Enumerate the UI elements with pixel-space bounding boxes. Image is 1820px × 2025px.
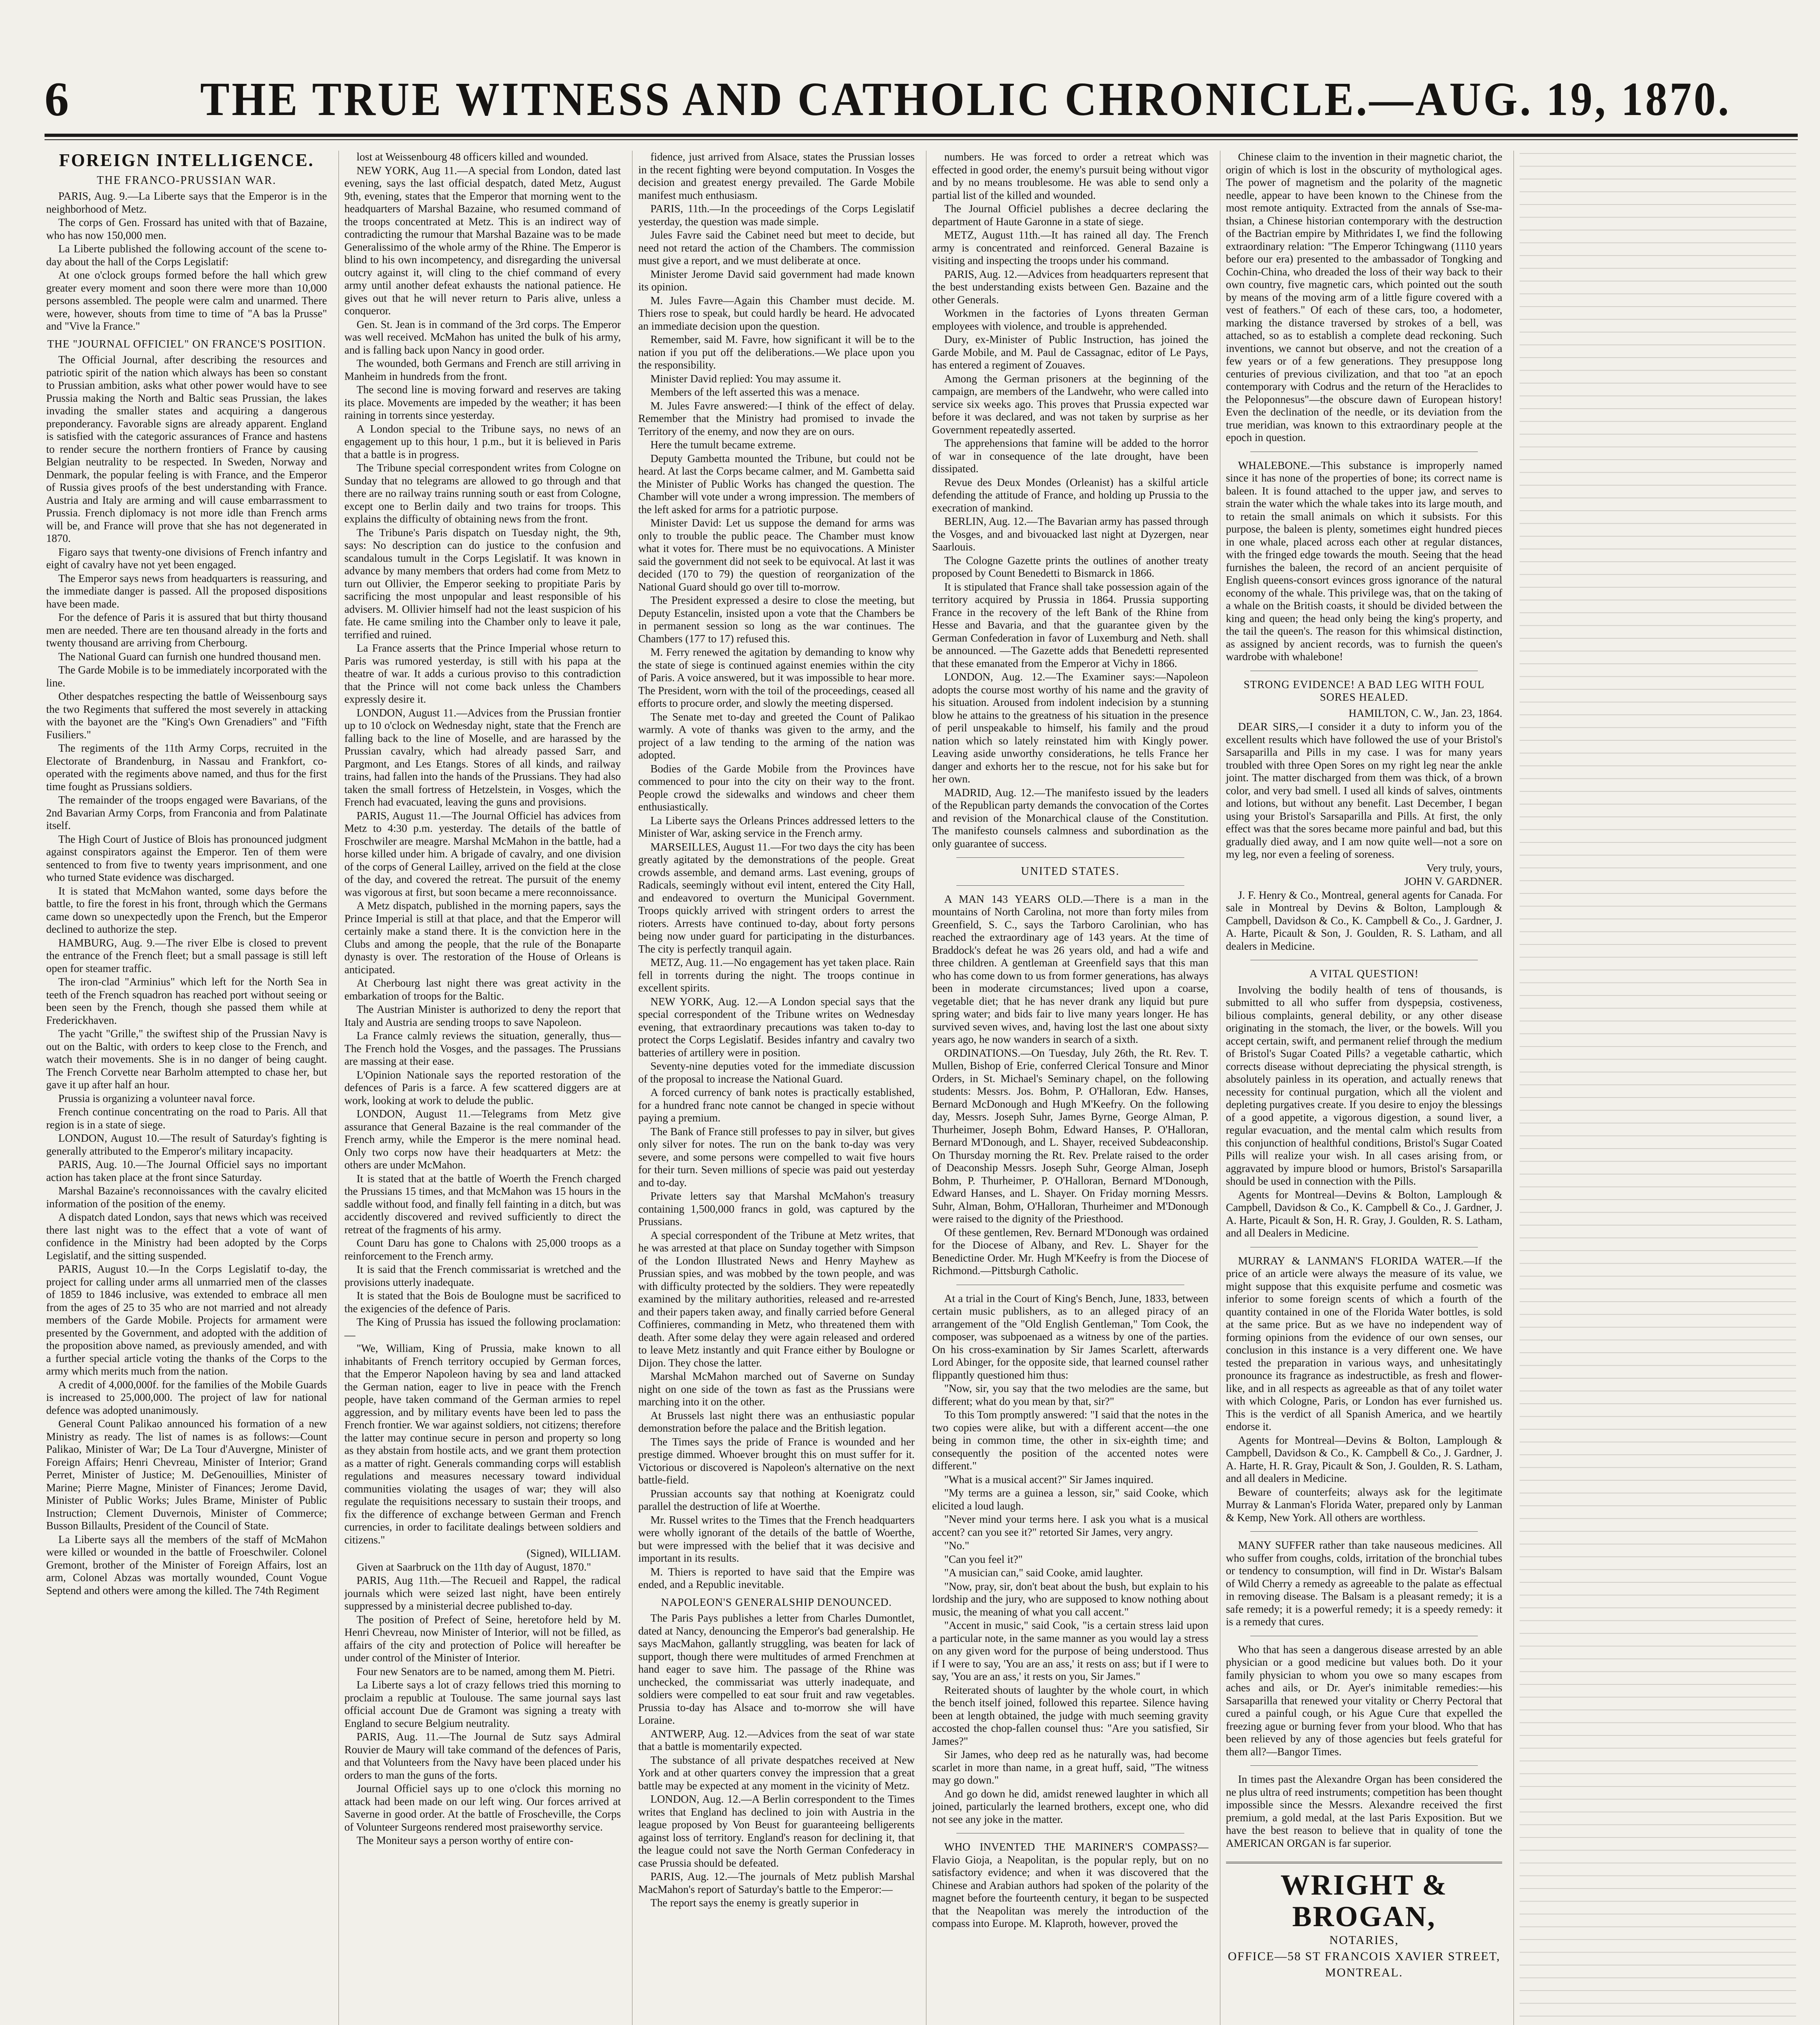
- paragraph: The Emperor says news from headquarters is reassuring, and the immediate danger is passed. All the proposed dispositions have been made.: [46, 572, 327, 610]
- paragraph: Among the German prisoners at the beginning of the campaign, are members of the Landwehr, who were called into service six weeks ago. This proves that Prussia expected war before it was declared, and was not taken by surprise as her Government repeatedly asserted.: [932, 372, 1209, 436]
- paragraph: The position of Prefect of Seine, heretofore held by M. Henri Chevreau, now Minister of Interior, will not be filled, as affairs of the city and protection of Police will hereafter be under control of the Minister of Interior.: [344, 1613, 621, 1664]
- paragraph: The Tribune's Paris dispatch on Tuesday night, the 9th, says: No description can do justice to the confusion and scandalous tumult in the Corps Legislatif. It was known in advance by many members that orders had come from Metz to turn out Ollivier, the Emperor seeking to propitiate Paris by sacrificing the most unpopular and least responsible of his advisers. M. Ollivier himself had not the least suspicion of his fate. He came smiling into the Chamber only to leave it pale, terrified and ruined.: [344, 526, 621, 641]
- paragraph: LONDON, Aug. 12.—A Berlin correspondent to the Times writes that England has declined to join with Austria in the league proposed by Von Beust for guaranteeing belligerents against loss of territory. England's reason for declining it, that the league could not save the North German Confederacy in case Prussia should be defeated.: [638, 1793, 915, 1869]
- paragraph: "My terms are a guinea a lesson, sir," said Cooke, which elicited a loud laugh.: [932, 1487, 1209, 1512]
- paragraph: The King of Prussia has issued the following proclamation:—: [344, 1316, 621, 1341]
- ad-place: HAMILTON, C. W., Jan. 23, 1864.: [1348, 707, 1503, 719]
- paragraph: It is said that the French commissariat is wretched and the provisions utterly inadequate.: [344, 1263, 621, 1288]
- ad-warning: Beware of counterfeits; always ask for the legitimate Murray & Lanman's Florida Water, prepared only by Lanman & Kemp, New York. All others are worthless.: [1226, 1486, 1503, 1524]
- paragraph: The Moniteur says a person worthy of entire con-: [356, 1834, 574, 1846]
- paragraph: L'Opinion Nationale says the reported restoration of the defences of Paris is a farce. A few scattered diggers are at work, looking at work to delude the public.: [344, 1068, 621, 1106]
- paragraph: The apprehensions that famine will be added to the horror of war in consequence of the late drought, have been dissipated.: [932, 437, 1209, 475]
- paragraph: The regiments of the 11th Army Corps, recruited in the Electorate of Brandenburg, in Nassau and Frankfort, co-operated with the regiments above named, and thus for the first time fought as Prussians soldiers.: [46, 742, 327, 793]
- paragraph: The Garde Mobile is to be immediately incorporated with the line.: [46, 664, 327, 689]
- signature: (Signed), WILLIAM.: [526, 1547, 621, 1559]
- paragraph: Marshal Bazaine's reconnoissances with the cavalry elicited information of the position of the enemy.: [46, 1185, 327, 1210]
- paragraph: To this Tom promptly answered: "I said that the notes in the two copies were alike, but with a different accent—the one being in common time, the other in six-eighth time; and consequently the position of the accented notes were different.": [932, 1409, 1209, 1472]
- paragraph: METZ, Aug. 11.—No engagement has yet taken place. Rain fell in torrents during the night. The troops continue in excellent spirits.: [638, 956, 915, 994]
- column-4: [926, 151, 1210, 2025]
- paragraph: NEW YORK, Aug. 12.—A London special says that the special correspondent of the Tribune writes on Wednesday evening, that extraordinary precautions was taken to-day to protect the Corps Legislatif. Besides infantry and cavalry two batteries of artillery were in position.: [638, 995, 915, 1059]
- paragraph: It is stipulated that France shall take possession again of the territory acquired by Prussia in 1864. Prussia supporting France in the recovery of the left Bank of the Rhine from Hesse and Bavaria, and that the guarantee given by the German Confederation in favor of Luxemburg and Neth. shall be announced. —The Gazette adds that Benedetti represented that these emanated from the Emperor at Vichy in 1866.: [932, 580, 1209, 669]
- paragraph: The Paris Pays publishes a letter from Charles Dumontlet, dated at Nancy, denouncing the Emperor's bad generalship. He says MacMahon, gallantly struggling, was beaten for lack of support, though there were multitudes of armed Frenchmen at hand eager to save him. The passage of the Rhine was unchecked, the commissariat was utterly inadequate, and soldiers were compelled to eat sour fruit and raw vegetables. Prussia to-day has Alsace and to-morrow she will have Loraine.: [638, 1612, 915, 1726]
- paragraph: La Liberte says all the members of the staff of McMahon were killed or wounded in the battle of Froeschwiler. Colonel Gremont, brother of the Minister of Foreign Affairs, lost an arm, Colonel Abzas was mortally wounded, Count Vogue Septend and others were among the killed. The 74th Regiment: [46, 1533, 327, 1597]
- paragraph: La France asserts that the Prince Imperial whose return to Paris was rumored yesterday, is still with his papa at the theatre of war. It adds a curious proviso to this contradiction that the Prince will not come back unless the Chambers expressly desire it.: [344, 642, 621, 705]
- paragraph: The Official Journal, after describing the resources and patriotic spirit of the nation which always has been so constant to Prussian ambition, asks what other power would have to see Prussia making the North and Baltic seas Prussian, the lakes invading the smaller states and acquiring a dangerous preponderancy. Favorable signs are already apparent. England is satisfied with the categoric assurances of France and hastens to render secure the northern frontiers of France by causing Belgian neutrality to be respected. In Sweden, Norway and Denmark, the popular feeling is with France, and the Emperor of Russia gives proofs of the best understanding with France. Austria and Italy are arming and will cause embarrassment to Prussia. French diplomacy is not more idle than French arms will be, and France will prove that she has not degenerated in 1870.: [46, 354, 327, 544]
- paragraph: Private letters say that Marshal McMahon's treasury containing 1,500,000 francs in gold, was captured by the Prussians.: [638, 1190, 915, 1228]
- paragraph: WHO INVENTED THE MARINER'S COMPASS?—Flavio Gioja, a Neapolitan, is the popular reply, but on no satisfactory evidence; and when it was discovered that the Chinese and Arabian authors had spoken of the polarity of the magnet before the fourteenth century, it began to be suspected that the Neapolitan was merely the introduction of the compass into Europe. M. Klaproth, however, proved the: [932, 1841, 1209, 1929]
- paragraph: It is stated that McMahon wanted, some days before the battle, to fire the forest in his front, through which the Germans came down so unexpectedly upon the French, but the Emperor declined to authorize the step.: [46, 885, 327, 935]
- masthead: [45, 69, 1798, 130]
- ad-body: In times past the Alexandre Organ has been considered the ne plus ultra of reed instruments; competition has been thought impossible since the Messrs. Alexandre received the first premium, a gold medal, at the last Paris Exposition. But we have the best reason to believe that in quality of tone the AMERICAN ORGAN is far superior.: [1226, 1773, 1503, 1849]
- column-2: [338, 151, 623, 2025]
- ad-line: NOTARIES,: [1329, 1933, 1399, 1947]
- paragraph: ORDINATIONS.—On Tuesday, July 26th, the Rt. Rev. T. Mullen, Bishop of Erie, conferred Clerical Tonsure and Minor Orders, in St. Michael's Seminary chapel, on the following students: Messrs. Jos. Bohm, P. O'Halloran, Edw. Hanses, Bernard McDonough and Hugh M'Keefry. On the following day, Messrs. Joseph Suhr, James Byrne, George Alman, P. Thurheimer, Joseph Bohm, Edward Hanses, P. O'Halloran, Bernard M'Donough, and L. Shayer, received Subdeaconship. On Thursday morning the Rt. Rev. Prelate raised to the order of Deaconship Messrs. Joseph Suhr, George Alman, Joseph Bohm, P. Thurheimer, P. O'Halloran, Bernard M'Donough, Edward Hanses, and L. Shayer. On Friday morning Messrs. Suhr, Alman, Bohm, O'Halloran, Thurheimer and M'Donough were raised to the dignity of the Priesthood.: [932, 1047, 1209, 1225]
- paragraph: METZ, August 11th.—It has rained all day. The French army is concentrated and reinforced. General Bazaine is visiting and inspecting the troops under his command.: [932, 229, 1209, 266]
- paragraph: Mr. Russel writes to the Times that the French headquarters were wholly ignorant of the details of the battle of Woerthe, but were impressed with the belief that it was decisive and important in its results.: [638, 1513, 915, 1564]
- subhead: THE FRANCO-PRUSSIAN WAR.: [97, 174, 277, 187]
- paragraph: General Count Palikao announced his formation of a new Ministry as ready. The list of names is as follows:—Count Palikao, Minister of War; De La Tour d'Auvergne, Minister of Foreign Affairs; Henri Chevreau, Minister of Interior; Grand Perret, Minister of Justice; M. DeGenouillies, Minister of Marine; Pierre Magne, Minister of Finances; Jerome David, Minister of Public Works; Jules Brame, Minister of Public Instruction; Clement Duvernois, Minister of Commerce; Busson Billaults, President of the Council of State.: [46, 1418, 327, 1532]
- header-rule: [45, 134, 1798, 137]
- paragraph: LONDON, August 10.—The result of Saturday's fighting is generally attributed to the Emperor's military incapacity.: [46, 1132, 327, 1157]
- paragraph: A credit of 4,000,000f. for the families of the Mobile Guards is increased to 25,000,000. The project of law for national defence was adopted unanimously.: [46, 1378, 327, 1416]
- paragraph: Journal Officiel says up to one o'clock this morning no attack had been made on our left wing. Our forces arrived at Saverne in good order. At the battle of Froscheville, the Corps of Volunteer Surgeons rendered most praiseworthy service.: [344, 1782, 621, 1833]
- paragraph: Prussian accounts say that nothing at Koenigratz could parallel the destruction of life at Woerthe.: [638, 1487, 915, 1512]
- paragraph: Reiterated shouts of laughter by the whole court, in which the bench itself joined, followed this repartee. Silence having been at length obtained, the judge with much seeming gravity accosted the chop-fallen counsel thus: "Are you satisfied, Sir James?": [932, 1684, 1209, 1747]
- paragraph: The Bank of France still professes to pay in silver, but gives only silver for notes. The run on the bank to-day was very severe, and some persons were compelled to wait five hours for their turn. Seven millions of specie was paid out yesterday and to-day.: [638, 1125, 915, 1189]
- paragraph: The Cologne Gazette prints the outlines of another treaty proposed by Count Benedetti to Bismarck in 1866.: [932, 554, 1209, 579]
- paragraph: Members of the left asserted this was a menace.: [650, 386, 860, 398]
- paragraph: The yacht "Grille," the swiftest ship of the Prussian Navy is out on the Baltic, with orders to keep close to the French, and watch their movements. She is in no danger of being caught. The French Corvette near Barholm attempted to chase her, but gave it up after half an hour.: [46, 1027, 327, 1091]
- paragraph: Seventy-nine deputies voted for the immediate discussion of the proposal to increase the National Guard.: [638, 1060, 915, 1085]
- paragraph: "Can you feel it?": [944, 1553, 1023, 1565]
- paragraph: PARIS, Aug 11th.—The Recueil and Rappel, the radical journals which were seized last night, have been entirely suppressed by a ministerial decree published to-day.: [344, 1574, 621, 1612]
- paragraph: PARIS, Aug. 10.—The Journal Officiel says no important action has taken place at the front since Saturday.: [46, 1158, 327, 1183]
- paragraph: "Now, pray, sir, don't beat about the bush, but explain to his lordship and the jury, who are supposed to know nothing about music, the meaning of what you call accent.": [932, 1580, 1209, 1618]
- paragraph: LONDON, August 11.—Telegrams from Metz give assurance that General Bazaine is the real commander of the French army, while the Emperor is the mere nominal head. Only two corps now have their headquarters at Metz: the others are under McMahon.: [344, 1108, 621, 1171]
- paragraph: WHALEBONE.—This substance is improperly named since it has none of the properties of bone; its correct name is baleen. It is found attached to the upper jaw, and serves to strain the water which the whale takes into its large mouth, and to retain the small animals on which it subsists. For this purpose, the baleen is plenty, sometimes eight hundred pieces in one whale, placed across each other at regular distances, with the fringed edge towards the mouth. Seeing that the head furnishes the baleen, the record of an ancient perquisite of English queens-consort evinces gross ignorance of the natural economy of the whale. This privilege was, that on the taking of a whale on the British coasts, it should be divided between the king and queen; the head only being the king's property, and the tail the queen's. The reason for this whimsical distinction, as assigned by ancient records, was to furnish the queen's wardrobe with whalebone!: [1226, 459, 1503, 663]
- paragraph: A London special to the Tribune says, no news of an engagement up to this hour, 1 p.m., but it is believed in Paris that a battle is in progress.: [344, 422, 621, 460]
- paragraph: Minister David: Let us suppose the demand for arms was only to trouble the public peace. The Chamber must know what it votes for. There must be no equivocations. A Minister said the government did not seek to be equivocal. At last it was decided (170 to 79) the question of reorganization of the National Guard should go over till to-morrow.: [638, 517, 915, 593]
- paragraph: Four new Senators are to be named, among them M. Pietri.: [356, 1665, 615, 1678]
- paragraph: LONDON, Aug. 12.—The Examiner says:—Napoleon adopts the course most worthy of his name and the gravity of his situation. Aroused from indolent indecision by a stunning blow he attains to the greatness of his situation in the presence of peril unspeakable to himself, his family and the proud nation which so lately reinstated him with Kingly power. Leaving aside unworthy considerations, he tells France her danger and exhorts her to the rescue, not for his sake but for her own.: [932, 671, 1209, 785]
- ad-agents: J. F. Henry & Co., Montreal, general agents for Canada. For sale in Montreal by Devins & Bolton, Lamplough & Campbell, Davidson & Co., K. Campbell & Co., J. Gardner, J. A. Harte, Picault & Son, J. Goulden, R. S. Latham, and all dealers in Medicine.: [1226, 889, 1503, 952]
- column-5: [1220, 151, 1504, 2025]
- ad-firm-name: WRIGHT & BROGAN,: [1280, 1869, 1448, 1933]
- paragraph: PARIS, August 11.—The Journal Officiel has advices from Metz to 4:30 p.m. yesterday. The details of the battle of Froschwiler are meagre. Marshal McMahon in the battle, had a horse killed under him. A brigade of cavalry, and one division of the corps of General Lailley, arrived on the field at the close of the day, and covered the retreat. The pursuit of the enemy was vigorous at first, but soon became a mere reconnoissance.: [344, 809, 621, 898]
- paragraph: Gen. St. Jean is in command of the 3rd corps. The Emperor was well received. McMahon has united the bulk of his army, and is falling back upon Nancy in good order.: [344, 318, 621, 356]
- paragraph: PARIS, 11th.—In the proceedings of the Corps Legislatif yesterday, the question was made simple.: [638, 202, 915, 228]
- paragraph: "Accent in music," said Cook, "is a certain stress laid upon a particular note, in the same manner as you would lay a stress on any given word for the purpose of being understood. Thus if I were to say, 'You are an ass,' it rests on ass; but if I were to say, 'You are an ass,' it rests on you, Sir James.": [932, 1619, 1209, 1682]
- paragraph: M. Jules Favre—Again this Chamber must decide. M. Thiers rose to speak, but could hardly be heard. He advocated an immediate decision upon the question.: [638, 294, 915, 332]
- paragraph: The National Guard can furnish one hundred thousand men.: [58, 650, 321, 663]
- paragraph: "Now, sir, you say that the two melodies are the same, but different; what do you mean by that, sir?": [932, 1382, 1209, 1407]
- paragraph: At Brussels last night there was an enthusiastic popular demonstration before the palace and the British legation.: [638, 1409, 915, 1434]
- paragraph: At Cherbourg last night there was great activity in the embarkation of troops for the Baltic.: [344, 977, 621, 1002]
- paragraph: And go down he did, amidst renewed laughter in which all joined, particularly the learned brothers, except one, who did not see any joke in the matter.: [932, 1787, 1209, 1825]
- paragraph: "What is a musical accent?" Sir James inquired.: [944, 1473, 1154, 1486]
- paragraph: "No.": [944, 1539, 969, 1552]
- newspaper-title: THE TRUE WITNESS AND CATHOLIC CHRONICLE.—AUG. 19, 1870.: [200, 72, 1731, 126]
- paragraph: It is stated that the Bois de Boulogne must be sacrificed to the exigencies of the defence of Paris.: [344, 1290, 621, 1315]
- paragraph: Prussia is organizing a volunteer naval force.: [58, 1092, 255, 1104]
- paragraph: Deputy Gambetta mounted the Tribune, but could not be heard. At last the Corps became calmer, and M. Gambetta said the Minister of Public Works has changed the question. The Chamber will vote under a wrong impression. The members of the left asked for arms for a patriotic purpose.: [638, 452, 915, 516]
- paragraph: PARIS, Aug. 9.—La Liberte says that the Emperor is in the neighborhood of Metz.: [46, 190, 327, 215]
- ad-body: DEAR SIRS,—I consider it a duty to inform you of the excellent results which have followed the use of your Bristol's Sarsaparilla and Pills in my case. I was for many years troubled with three Open Sores on my right leg near the ankle joint. The matter discharged from them was thick, of a brown color, and very bad smell. I used all kinds of salves, ointments and lotions, but without any benefit. Last December, I began using your Bristol's Sarsaparilla and Pills. At first, the only effect was that the sores became more painful and bad, but this gradually died away, and I am now quite well—not a sore on my leg, nor even a feeling of soreness.: [1226, 720, 1503, 860]
- paragraph: PARIS, Aug. 12.—Advices from headquarters represent that the best understanding exists between Gen. Bazaine and the other Generals.: [932, 268, 1209, 306]
- paragraph: Here the tumult became extreme.: [650, 439, 796, 451]
- paragraph: Other despatches respecting the battle of Weissenbourg says the two Regiments that suffered the most severely in attacking with the bayonet are the "King's Own Grenadiers" and "Fifth Fusiliers.": [46, 690, 327, 741]
- divider: [956, 857, 1184, 858]
- paragraph: lost at Weissenbourg 48 officers killed and wounded.: [356, 151, 588, 163]
- paragraph: PARIS, Aug. 12.—The journals of Metz publish Marshal MacMahon's report of Saturday's battle to the Emperor:—: [638, 1870, 915, 1895]
- paragraph: The second line is moving forward and reserves are taking its place. Movements are impeded by the weather; it has been raining in torrents since yesterday.: [344, 384, 621, 421]
- ad-line: OFFICE—58 ST FRANCOIS XAVIER STREET,: [1228, 1950, 1501, 1963]
- paragraph: The report says the enemy is greatly superior in: [650, 1897, 859, 1909]
- column-6: [1513, 151, 1798, 2025]
- ad-body: Who that has seen a dangerous disease arrested by an able physician or a good medicine but values both. Do it your family physician to whom you owe so many escapes from aches and ails, or Dr. Ayer's inimitable remedies:—his Sarsaparilla that renewed your vitality or Cherry Pectoral that cured a painful cough, or his Ague Cure that expelled the freezing ague or burning fever from your blood. Who that has been relieved by any of those agencies but feels grateful for them all?—Bangor Times.: [1226, 1643, 1503, 1758]
- paragraph: The Tribune special correspondent writes from Cologne on Sunday that no telegrams are allowed to go through and that there are no railway trains running south or east from Cologne, except one to Berlin daily and two trains for troops. This explains the difficulty of obtaining news from the front.: [344, 462, 621, 525]
- column-3: [632, 151, 916, 2025]
- paragraph: Sir James, who deep red as he naturally was, had become scarlet in more than name, in a great huff, said, "The witness may go down.": [932, 1748, 1209, 1786]
- paragraph: Of these gentlemen, Rev. Bernard M'Donough was ordained for the Diocese of Albany, and Rev. L. Shayer for the Benedictine Order. Mr. Hugh M'Keefry is from the Diocese of Richmond.—Pittsburgh Catholic.: [932, 1226, 1209, 1277]
- ad-line: MONTREAL.: [1325, 1966, 1403, 1979]
- paragraph: La Liberte says the Orleans Princes addressed letters to the Minister of War, asking service in the French army.: [638, 814, 915, 839]
- paragraph: Count Daru has gone to Chalons with 25,000 troops as a reinforcement to the French army.: [344, 1237, 621, 1262]
- paragraph: A MAN 143 YEARS OLD.—There is a man in the mountains of North Carolina, not more than forty miles from Greenfield, S. C., says the Tarboro Carolinian, who has reached the extraordinary age of 143 years. At the time of Braddock's defeat he was 26 years old, and had a wife and three children. A gentleman at Greenfield says that this man who has come down to us from former generations, has always been in moderate circumstances; lived upon a coarse, vegetable diet; that he has never drank any liquid but pure spring water; and bids fair to live many years longer. He has survived seven wives, and, having lost the last one about sixty years ago, he now wanders in search of a sixth.: [932, 893, 1209, 1045]
- paragraph: La France calmly reviews the situation, generally, thus—The French hold the Vosges, and the passages. The Prussians are massing at their ease.: [344, 1030, 621, 1067]
- paragraph: The President expressed a desire to close the meeting, but Deputy Estancelin, insisted upon a vote that the Chambers be in permanent session so long as the war continues. The Chambers (177 to 17) refused this.: [638, 594, 915, 645]
- paragraph: fidence, just arrived from Alsace, states the Prussian losses in the recent fighting were beyond computation. In Vosges the decision and greatest energy prevailed. The Garde Mobile manifest much enthusiasm.: [638, 151, 915, 201]
- paragraph: The corps of Gen. Frossard has united with that of Bazaine, who has now 150,000 men.: [46, 216, 327, 241]
- paragraph: M. Ferry renewed the agitation by demanding to know why the state of siege is continued against enemies within the city of Paris. A voice answered, but it was impossible to hear more. The President, worn with the toil of the proceedings, ceased all efforts to procure order, and slowly the meeting dispersed.: [638, 646, 915, 709]
- section-title: FOREIGN INTELLIGENCE.: [59, 151, 314, 170]
- paragraph: Dury, ex-Minister of Public Instruction, has joined the Garde Mobile, and M. Paul de Cassagnac, editor of Le Pays, has entered a regiment of Zouaves.: [932, 333, 1209, 371]
- section-title: UNITED STATES.: [1021, 865, 1120, 878]
- page-number: 6: [45, 72, 70, 126]
- paragraph: For the defence of Paris it is assured that but thirty thousand men are needed. There are ten thousand already in the forts and twenty thousand are arriving from Cherbourg.: [46, 611, 327, 649]
- column-1: [45, 151, 329, 2025]
- paragraph: Minister Jerome David said government had made known its opinion.: [638, 268, 915, 293]
- paragraph: Remember, said M. Favre, how significant it will be to the nation if you put off the deliberations.—We place upon you the responsibility.: [638, 333, 915, 371]
- header-rule-thin: [45, 139, 1798, 140]
- column-text-continued: [1520, 153, 1796, 2025]
- article-columns: [45, 151, 1798, 2025]
- paragraph: Minister David replied: You may assume it.: [650, 372, 841, 385]
- paragraph: numbers. He was forced to order a retreat which was effected in good order, the enemy's pursuit being without vigor and by no means troublesome. He was able to send only a partial list of the killed and wounded.: [932, 151, 1209, 201]
- paragraph: HAMBURG, Aug. 9.—The river Elbe is closed to prevent the entrance of the French fleet; but a small passage is still left open for steamer traffic.: [46, 936, 327, 974]
- divider: [1250, 1531, 1478, 1532]
- ad-agents: Agents for Montreal—Devins & Bolton, Lamplough & Campbell, Davidson & Co., K. Campbell & Co., J. Gardner, J. A. Harte, H. R. Gray, Picault & Son, J. Goulden, R. S. Latham, and all dealers in Medicine.: [1226, 1434, 1503, 1484]
- ad-title: A VITAL QUESTION!: [1309, 968, 1419, 980]
- paragraph: The remainder of the troops engaged were Bavarians, of the 2nd Bavarian Army Corps, from Franconia and from Palatinate itself.: [46, 794, 327, 831]
- paragraph: The Journal Officiel publishes a decree declaring the department of Haute Garonne in a state of siege.: [932, 202, 1209, 228]
- paragraph: PARIS, Aug. 11.—The Journal de Sutz says Admiral Rouvier de Maury will take command of the defences of Paris, and that Volunteers from the Navy have been placed under his orders to man the guns of the forts.: [344, 1731, 621, 1781]
- paragraph: A forced currency of bank notes is practically established, for a hundred franc note cannot be changed in specie without paying a premium.: [638, 1086, 915, 1124]
- paragraph: French continue concentrating on the road to Paris. All that region is in a state of siege.: [46, 1106, 327, 1131]
- ad-title: STRONG EVIDENCE! A BAD LEG WITH FOUL SORES HEALED.: [1243, 678, 1485, 703]
- paragraph: The iron-clad "Arminius" which left for the North Sea in teeth of the French squadron has reached port without seeing or been seen by the French, though she passed them while at Frederickhaven.: [46, 976, 327, 1026]
- paragraph: At one o'clock groups formed before the hall which grew greater every moment and soon there were more than 10,000 persons assembled. The people were calm and unarmed. There were, however, shouts from time to time of "A bas la Prusse" and "Vive la France.": [46, 269, 327, 332]
- ad-signature: JOHN V. GARDNER.: [1404, 875, 1503, 887]
- ad-body: MURRAY & LANMAN'S FLORIDA WATER.—If the price of an article were always the measure of its value, we might suppose that this exquisite perfume and cosmetic was inferior to some foreign scents of which a fourth of the quantity contained in one of the Florida Water bottles, is sold at the same price. But as we have no independent way of forming opinions from the evidence of our own senses, our conclusion in this instance is a very different one. We have tested the preparation in various ways, and unhesitatingly pronounce its fragrance as indestructible, as fresh and flower-like, and in all respects as agreeable as that of any toilet water with which Cologne, Paris, or London has ever furnished us. This is the verdict of all Spanish America, and we heartily endorse it.: [1226, 1254, 1503, 1432]
- paragraph: The Austrian Minister is authorized to deny the report that Italy and Austria are sending troops to save Napoleon.: [344, 1003, 621, 1028]
- paragraph: NEW YORK, Aug 11.—A special from London, dated last evening, says the last official despatch, dated Metz, August 9th, evening, states that the Emperor that morning went to the headquarters of Marshal Bazaine, who resumed command of the troops concentrated at Metz. This is an indirect way of contradicting the rumour that Marshal Bazaine was to be made Generalissimo of the whole army of the Rhine. The Emperor is blind to his own incompetency, and disregarding the universal outcry against it, will cling to the chief command of every army until another defeat exhausts the national patience. He gives out that he will never return to Paris alive, unless a conqueror.: [344, 164, 621, 317]
- paragraph: The substance of all private despatches received at New York and at other quarters convey the impression that a great battle may be expected at any moment in the vicinity of Metz.: [638, 1754, 915, 1792]
- subhead: NAPOLEON'S GENERALSHIP DENOUNCED.: [661, 1596, 892, 1608]
- paragraph: It is stated that at the battle of Woerth the French charged the Prussians 15 times, and that McMahon was 15 hours in the saddle without food, and finally fell fainting in a ditch, but was accidently discovered and revived sufficiently to direct the retreat of the fragments of his army.: [344, 1172, 621, 1236]
- paragraph: Jules Favre said the Cabinet need but meet to decide, but need not retard the action of the Chambers. The commission must give a report, and we must deliberate at once.: [638, 229, 915, 266]
- paragraph: Bodies of the Garde Mobile from the Provinces have commenced to pour into the city on their way to the front. People crowd the sidewalks and windows and cheer them enthusiastically.: [638, 762, 915, 813]
- paragraph: LONDON, August 11.—Advices from the Prussian frontier up to 10 o'clock on Wednesday night, state that the French are falling back to the line of Moselle, and are harassed by the Prussian cavalry, which had already passed Sarr, and Pargmont, and Les Etangs. Stores of all kinds, and railway trains, had fallen into the hands of the Prussians. They had also taken the small fortress of Hetzelstein, in Vosges, which the French had evacuated, leaving the guns and provisions.: [344, 706, 621, 808]
- paragraph: "Never mind your terms here. I ask you what is a musical accent? can you see it?" retorted Sir James, very angry.: [932, 1513, 1209, 1538]
- subhead: THE "JOURNAL OFFICIEL" ON FRANCE'S POSITION.: [47, 337, 326, 350]
- ad-agents: Agents for Montreal—Devins & Bolton, Lamplough & Campbell, Davidson & Co., K. Campbell & Co., J. Gardner, J. A. Harte, Picault & Son, H. R. Gray, J. Goulden, R. S. Latham, and all Dealers in Medicine.: [1226, 1188, 1503, 1239]
- ad-body: Involving the bodily health of tens of thousands, is submitted to all who suffer from dyspepsia, costiveness, bilious complaints, general debility, or any other disease originating in the stomach, the liver, or the bowels. Will you accept certain, swift, and permanent relief through the medium of Bristol's Sugar Coated Pills? a vegetable cathartic, which corrects disease without depreciating the physical strength, is absolutely painless in its operation, and actually renews that necessity for continual purgation, which all the violent and depleting purgatives create. If you desire to enjoy the blessings of a good appetite, a vigorous digestion, a sound liver, a regular evacuation, and the mental calm which results from this conjunction of healthful conditions, Bristol's Sugar Coated Pills will realize your wish. In all cases arising from, or aggravated by impure blood or humors, Bristol's Sarsaparilla should be used in connection with the Pills.: [1226, 983, 1503, 1187]
- paragraph: Workmen in the factories of Lyons threaten German employees with violence, and trouble is apprehended.: [932, 307, 1209, 332]
- paragraph: MARSEILLES, August 11.—For two days the city has been greatly agitated by the demonstrations of the people. Great crowds assemble, and demand arms. Last evening, groups of Radicals, seemingly without evil intent, entered the City Hall, and endeavored to overturn the Municipal Government. Troops quickly arrived with stringent orders to arrest the rioters. Arrests have continued to-day, about forty persons being now under guard for participating in the disturbances. The city is perfectly tranquil again.: [638, 840, 915, 955]
- paragraph: A dispatch dated London, says that news which was received there last night was to the effect that a vote of want of confidence in the Ministry had been adopted by the Corps Legislatif, and the sitting suspended.: [46, 1211, 327, 1262]
- paragraph: Chinese claim to the invention in their magnetic chariot, the origin of which is lost in the obscurity of mythological ages. The power of magnetism and the polarity of the magnetic needle, appear to have been known to the Chinese from the most remote antiquity. Extracted from the annals of Sse-ma-thsian, a Chinese historian contemporary with the destruction of the Bactrian empire by Mithridates I, we find the following extraordinary relation: "The Emperor Tchingwang (1110 years before our era) presented to the ambassador of Tongking and Cochin-China, who dreaded the loss of their way back to their own country, five magnetic cars, which pointed out the south by means of the moving arm of a little figure covered with a vest of feathers." Of each of these cars, too, a hodometer, marking the distance traversed by strokes of a bell, was attached, so as to establish a complete dead reckoning. Such inventions, we cannot but observe, and not the creation of a few years or of a few generations. They presuppose long centuries of previous civilization, and that too "at an epoch contemporary with Codrus and the return of the Heraclides to the Peloponnesus"—the obscure dawn of European history! Even the declination of the needle, or its deviation from the true meridian, was known to this extraordinary people at the epoch in question.: [1226, 151, 1503, 443]
- divider: [1250, 1765, 1478, 1766]
- paragraph: "A musician can," said Cooke, amid laughter.: [944, 1567, 1143, 1579]
- notary-advertisement: [1226, 1862, 1503, 1981]
- paragraph: PARIS, August 10.—In the Corps Legislatif to-day, the project for calling under arms all unmarried men of the classes of 1859 to 1846 inclusive, was extended to embrace all men from the ages of 25 to 35 who are not married and not already members of the Garde Mobile. Projects for armament were presented by the Government, and adopted with the addition of the proposition above named, as previously amended, and with a further special article voting the thanks of the Corps to the army which merits much from the nation.: [46, 1263, 327, 1377]
- paragraph: ANTWERP, Aug. 12.—Advices from the seat of war state that a battle is momentarily expected.: [638, 1727, 915, 1752]
- paragraph: Given at Saarbruck on the 11th day of August, 1870.": [356, 1560, 591, 1573]
- ad-close: Very truly, yours,: [1426, 861, 1503, 874]
- divider: [956, 885, 1184, 886]
- paragraph: Marshal McMahon marched out of Saverne on Sunday night on one side of the town as fast as the Prussians were marching into it on the other.: [638, 1370, 915, 1408]
- paragraph: The Times says the pride of France is wounded and her prestige dimmed. Whoever brought this on must suffer for it. Victorious or discovered is Napoleon's alternative on the next battle-field.: [638, 1435, 915, 1486]
- paragraph: At a trial in the Court of King's Bench, June, 1833, between certain music publishers, as to an alleged piracy of an arrangement of the "Old English Gentleman," Tom Cook, the composer, was subpoenaed as a witness by one of the parties. On his cross-examination by Sir James Scarlett, afterwards Lord Abinger, for the opposite side, that learned counsel rather flippantly questioned him thus:: [932, 1292, 1209, 1381]
- paragraph: The wounded, both Germans and French are still arriving in Manheim in hundreds from the front.: [344, 357, 621, 382]
- paragraph: "We, William, King of Prussia, make known to all inhabitants of French territory occupied by German forces, that the Emperor Napoleon having by sea and land attacked the German nation, eager to live in peace with the French people, have taken command of the German armies to repel aggression, and by military events have been led to pass the French frontier. We war against soldiers, not citizens; therefore the latter may continue secure in person and property so long as they abstain from hostile acts, and we grant them protection as a matter of right. Generals commanding corps will establish regulations and measures necessary toward individual communities violating the usages of war; they will also regulate the requisitions necessary to sustain their troops, and fix the difference of exchange between German and French currencies, in order to facilitate dealings between soldiers and citizens.": [344, 1342, 621, 1546]
- paragraph: BERLIN, Aug. 12.—The Bavarian army has passed through the Vosges, and and bivouacked last night at Dyzergen, near Saarlouis.: [932, 515, 1209, 553]
- paragraph: A special correspondent of the Tribune at Metz writes, that he was arrested at that place on Sunday together with Simpson of the London Illustrated News and Henry Mayhew as Prussian spies, and was mobbed by the town people, and was with difficulty protected by the soldiers. They were repeatedly examined by the military authorities, released and re-arrested and their papers taken away, and finally carried before General Coffinieres, commanding in Metz, who threatened them with death. After some delay they were again released and ordered to leave Metz instantly and quit France either by Boulogne or Dijon. They chose the latter.: [638, 1229, 915, 1369]
- ad-body: MANY SUFFER rather than take nauseous medicines. All who suffer from coughs, colds, irritation of the bronchial tubes or tendency to consumption, will find in Dr. Wistar's Balsam of Wild Cherry a remedy as agreeable to the palate as effectual in removing disease. The Balsam is a pleasant remedy; it is a safe remedy; it is a powerful remedy; it is a speedy remedy: it is a remedy that cures.: [1226, 1539, 1503, 1628]
- paragraph: A Metz dispatch, published in the morning papers, says the Prince Imperial is still at that place, and that the Emperor will certainly make a stand there. It is the conviction here in the Clubs and among the people, that the rule of the Bonaparte dynasty is over. The restoration of the House of Orleans is anticipated.: [344, 900, 621, 976]
- paragraph: The Senate met to-day and greeted the Count of Palikao warmly. A vote of thanks was given to the army, and the project of a law tending to the arming of the nation was adopted.: [638, 710, 915, 761]
- paragraph: The High Court of Justice of Blois has pronounced judgment against conspirators against the Emperor. Ten of them were sentenced to from five to twenty years imprisonment, and one who turned State evidence was discharged.: [46, 833, 327, 883]
- paragraph: La Liberte says a lot of crazy fellows tried this morning to proclaim a republic at Toulouse. The same journal says last official account Due de Gramont was signing a treaty with England to secure Belgium neutrality.: [344, 1679, 621, 1729]
- paragraph: MADRID, Aug. 12.—The manifesto issued by the leaders of the Republican party demands the convocation of the Cortes and revision of the Monarchical clause of the Constitution. The manifesto counsels calmness and subordination as the only guarantee of success.: [932, 786, 1209, 850]
- paragraph: Revue des Deux Mondes (Orleanist) has a skilful article defending the attitude of France, and holding up Prussia to the execration of mankind.: [932, 476, 1209, 514]
- paragraph: M. Jules Favre answered:—I think of the effect of delay. Remember that the Ministry had promised to invade the Territory of the enemy, and now they are on ours.: [638, 399, 915, 437]
- paragraph: M. Thiers is reported to have said that the Empire was ended, and a Republic inevitable.: [638, 1565, 915, 1590]
- paragraph: La Liberte published the following account of the scene to-day about the hall of the Corps Legislatif:: [46, 243, 327, 268]
- paragraph: Figaro says that twenty-one divisions of French infantry and eight of cavalry have not yet been engaged.: [46, 546, 327, 571]
